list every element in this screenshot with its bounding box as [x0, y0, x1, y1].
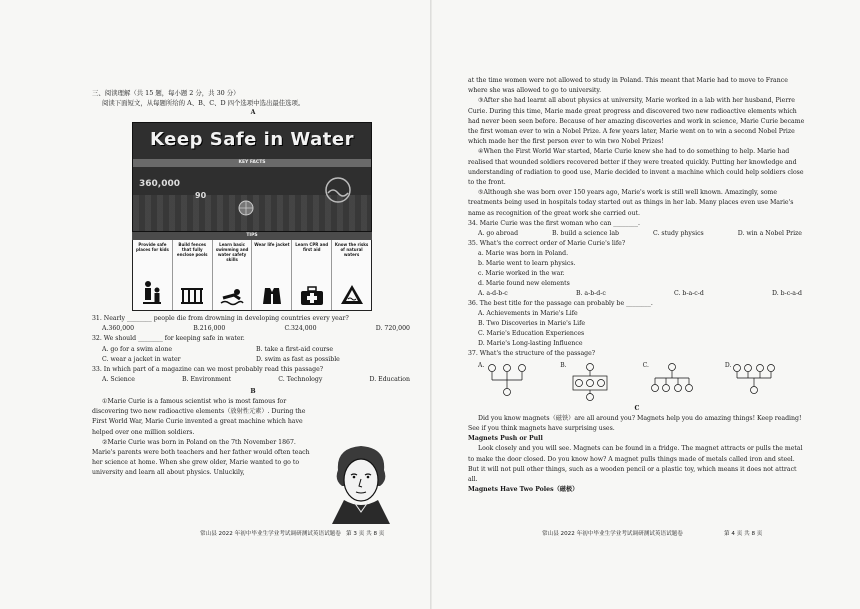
q35-event-b: b. Marie went to learn physics. [478, 260, 576, 268]
structure-diagram-c [649, 362, 695, 400]
page-number-left: 第 3 页 共 8 页 [346, 531, 385, 537]
passage-c-para-1: Look closely and you will see. Magnets can be found in a fridge. The magnet attracts or pulls the metal to make the door closed. Do you know how? A magnet pulls things made of metals called iron and steel. But it will not pull other things, such as a wooden pencil or a plastic toy, which means it does not attract all. [468, 445, 803, 484]
q35-options [468, 289, 806, 299]
tip-natural-waters: Know the risks of natural waters [332, 240, 371, 310]
q35-event-c: c. Marie worked in the war. [478, 270, 565, 278]
q32-option-b[interactable]: B. take a first-aid course [256, 345, 334, 353]
tips-row [132, 240, 372, 311]
q36-option-d[interactable]: D. Marie's Long-lasting Influence [478, 340, 583, 348]
passage-a-label: A [250, 109, 256, 116]
q34-option-d[interactable]: D. win a Nobel Prize [737, 230, 802, 238]
q35-event-a: a. Marie was born in Poland. [478, 250, 569, 258]
section-heading: 三、阅读理解（共 15 题，每小题 2 分，共 30 分） [92, 89, 240, 97]
q35-events [468, 249, 806, 289]
question-31 [92, 314, 414, 334]
q36-option-c[interactable]: C. Marie's Education Experiences [478, 330, 585, 338]
fence-icon [180, 286, 204, 306]
q37-stem: 37. What's the structure of the passage? [468, 350, 596, 358]
passage-b-continued: at the time women were not allowed to study in Poland. This meant that Marie had to move to France where she was allowed to go to university. [468, 77, 788, 95]
instructions: 阅读下面短文，从每题所给的 A、B、C、D 四个选项中选出最佳选项。 [102, 99, 305, 107]
q33-option-d[interactable]: D. Education [369, 375, 410, 383]
passage-c-label: C [634, 404, 640, 412]
passage-c-heading-2: Magnets Have Two Poles（磁极） [468, 486, 579, 494]
q35-option-a[interactable]: A. a-d-b-c [478, 290, 508, 298]
question-33 [92, 365, 414, 385]
key-facts-label: KEY FACTS [133, 159, 371, 167]
footer-left [200, 529, 341, 537]
first-aid-kit-icon [300, 286, 324, 306]
q35-option-d[interactable]: D. b-c-a-d [771, 290, 802, 298]
q36-options [468, 309, 806, 349]
tip-swimming-skills: Learn basic swimming and water safety skills [213, 240, 253, 310]
q35-option-b[interactable]: B. a-b-d-c [575, 290, 606, 298]
q31-option-a[interactable]: A.360,000 [102, 325, 135, 333]
tips-label: TIPS [132, 232, 372, 240]
q34-option-b[interactable]: B. build a science lab [552, 230, 619, 238]
tip-life-jacket: Wear life jacket [252, 240, 292, 310]
passage-b-label: B [250, 387, 256, 395]
question-34 [468, 219, 806, 239]
q36-option-b[interactable]: B. Two Discoveries in Marie's Life [478, 320, 586, 328]
passage-b-para-3: ③After she had learnt all about physics at university, Marie worked in a lab with her husband, Pierre Curie. During this time, Marie made great progress and discovered two new radioactive elements which had never been seen before. Because of her amazing discoveries and work in science, Marie Curie became the first woman ever to win a Nobel Prize. A few years later, Marie went on to win a second Nobel Prize which made her the first person ever to win two Nobel Prizes! [468, 97, 805, 146]
q35-event-d: d. Marie found new elements [478, 280, 570, 288]
q37-option-a[interactable]: A. [478, 362, 530, 400]
q31-option-b[interactable]: B.216,000 [193, 325, 226, 333]
life-jacket-icon [261, 286, 283, 306]
infographic-title: Keep Safe in Water [150, 129, 354, 151]
tip-cpr-first-aid: Learn CPR and first aid [292, 240, 332, 310]
swimming-icon [220, 288, 244, 306]
q33-option-b[interactable]: B. Environment [182, 375, 232, 383]
q37-option-d[interactable]: D. [725, 362, 778, 400]
stat-percent: 90 [195, 191, 207, 201]
q37-option-b[interactable]: B. [560, 362, 612, 402]
q31-stem: 31. Nearly ________ people die from drowning in developing countries every year? [92, 315, 349, 323]
q35-stem: 35. What's the correct order of Marie Curie's life? [468, 240, 626, 248]
q34-option-a[interactable]: A. go abroad [478, 230, 519, 238]
q34-option-c[interactable]: C. study physics [652, 230, 704, 238]
structure-diagram-b [567, 362, 613, 402]
passage-b-para-4: ④When the First World War started, Marie Curie knew she had to do something to help. Marie had realised that wounded soldiers recovered better if they were treated quickly. Putting her knowledge and understanding of radiation to good use, Marie decided to invent a machine which could help soldiers close to the front. [468, 148, 804, 187]
passage-c-heading-1: Magnets Push or Pull [468, 435, 543, 443]
stat-drownings: 360,000 [139, 179, 180, 190]
passage-c-intro: Did you know magnets（磁铁）are all around you? Magnets help you do amazing things! Keep reading! See if you think magnets have surprising uses. [468, 414, 802, 433]
globe-icon [237, 199, 255, 217]
q34-options [468, 229, 806, 239]
q32-options [92, 345, 414, 365]
q36-option-a[interactable]: A. Achievements in Marie's Life [478, 310, 578, 318]
q33-options [92, 375, 414, 385]
q35-option-c[interactable]: C. b-a-c-d [673, 290, 704, 298]
tip-fences: Build fences that fully enclose pools [173, 240, 213, 310]
q33-option-c[interactable]: C. Technology [278, 375, 323, 383]
structure-diagram-a [484, 362, 530, 400]
q33-option-a[interactable]: A. Science [102, 375, 135, 383]
q31-option-c[interactable]: C.324,000 [284, 325, 317, 333]
footer-right: 常山县 2022 年初中毕业生学业考试调研测试英语试题卷 [542, 531, 683, 537]
infographic-banner [132, 122, 372, 232]
family-icon [141, 280, 163, 306]
q32-stem: 32. We should ________ for keeping safe in water. [92, 335, 245, 343]
q32-option-a[interactable]: A. go for a swim alone [102, 345, 172, 353]
q33-stem: 33. In which part of a magazine can we most probably read this passage? [92, 365, 324, 373]
structure-diagram-d [731, 362, 777, 400]
q32-option-c[interactable]: C. wear a jacket in water [102, 355, 181, 363]
warning-sign-icon [340, 284, 364, 306]
page-right [432, 0, 860, 609]
q32-option-d[interactable]: D. swim as fast as possible [256, 355, 340, 363]
marie-curie-portrait [318, 440, 404, 524]
q31-options [92, 324, 414, 334]
passage-b-para-5: ⑤Although she was born over 150 years ago, Marie's work is still well known. Amazingly, some treatments being used in hospitals today started out as things in her lab. Many places even use Marie's name as recognition of the great work she carried out. [468, 189, 794, 217]
question-32 [92, 334, 414, 364]
q31-option-d[interactable]: D. 720,000 [375, 325, 410, 333]
page-number-right: 第 4 页 共 8 页 [724, 531, 763, 537]
water-safety-infographic [132, 122, 372, 311]
swimmer-icon [323, 175, 353, 205]
footer-title: 常山县 2022 年初中毕业生学业考试调研测试英语试题卷 [200, 531, 341, 537]
q36-stem: 36. The best title for the passage can probably be ________. [468, 300, 653, 308]
question-35 [468, 239, 806, 299]
passage-b-para-1: ①Marie Curie is a famous scientist who is most famous for discovering two new radioactive elements（放射性元素）. During the First World War, Marie Curie invented a great machine which have helped over one million soldiers. [92, 398, 306, 436]
q37-option-c[interactable]: C. [643, 362, 695, 400]
question-36 [468, 299, 806, 349]
question-37 [468, 349, 806, 403]
tip-safe-places: Provide safe places for kids [133, 240, 173, 310]
passage-b-para-2: ②Marie Curie was born in Poland on the 7th November 1867. Marie's parents were both teachers and her father would often teach her science at home. When she grew older, Marie wanted to go to university and learn all about physics. Unluckily, [92, 438, 310, 477]
q37-structure-diagrams [478, 362, 806, 404]
q34-stem: 34. Marie Curie was the first woman who can ________. [468, 219, 640, 227]
